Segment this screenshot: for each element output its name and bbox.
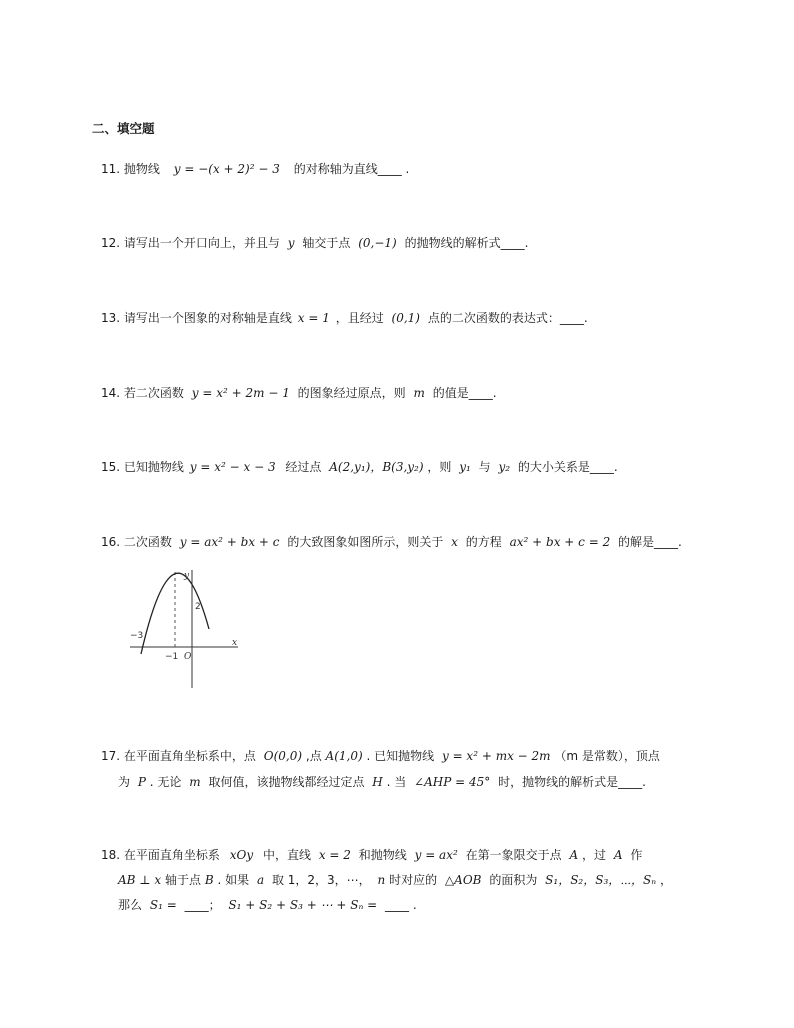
question-text: 为 <box>118 775 131 789</box>
point: O(0,0) <box>263 749 303 763</box>
question-17 <box>101 747 660 765</box>
x-axis-label: x <box>232 638 238 648</box>
formula: y = ax² + bx + c <box>179 535 280 549</box>
parabola-graph <box>128 566 246 690</box>
math-var: y <box>287 236 295 250</box>
question-text: . 如果 <box>217 873 250 887</box>
tick-label-neg1: −1 <box>165 652 179 662</box>
formula: y = x² + 2m − 1 <box>191 386 290 400</box>
math-var: P <box>137 775 146 789</box>
formula: AB ⊥ x <box>118 873 162 887</box>
formula: y = x² − x − 3 <box>189 460 276 474</box>
question-text-tail: 的值是____. <box>432 386 497 400</box>
point: (0,−1) <box>358 236 397 250</box>
math-var: a <box>256 873 265 887</box>
point: A(1,0) <box>325 749 363 763</box>
formula: x = 2 <box>318 848 351 862</box>
math-var: n <box>377 873 386 887</box>
question-text: ，过 <box>581 848 606 862</box>
area-sequence: S₁，S₂，S₃，⋯，Sₙ <box>545 873 657 887</box>
question-number: 14. <box>101 386 121 400</box>
math-var: A <box>569 848 579 862</box>
question-18-line-2 <box>118 871 672 889</box>
formula: x = 1 <box>297 311 330 325</box>
section-title: 二、填空题 <box>92 121 155 136</box>
y-axis-label: y <box>184 571 190 581</box>
question-text-tail: 的大小关系是____. <box>517 460 618 474</box>
point: (0,1) <box>391 311 420 325</box>
question-text: 中，直线 <box>262 848 311 862</box>
question-number: 15. <box>101 460 121 474</box>
question-text: 的图象经过原点，则 <box>297 386 406 400</box>
question-text: 若二次函数 <box>123 386 184 400</box>
math-var: x <box>451 535 458 549</box>
question-number: 18. <box>101 848 121 862</box>
math-var: A <box>613 848 623 862</box>
question-text: 取何值，该抛物线都经过定点 <box>208 775 365 789</box>
formula: y = ax² <box>414 848 458 862</box>
points: A(2,y₁)，B(3,y₂) <box>329 460 424 474</box>
question-text: 在第一象限交于点 <box>465 848 562 862</box>
question-text: 时对应的 <box>389 873 438 887</box>
math-var: y₂ <box>498 460 511 474</box>
question-text: 轴于点 <box>165 873 202 887</box>
math-var: B <box>204 873 214 887</box>
question-17-line-2 <box>118 773 646 791</box>
question-text-tail: 时，抛物线的解析式是____. <box>498 775 646 789</box>
math-var: m <box>413 386 425 400</box>
question-text: . 当 <box>386 775 407 789</box>
question-number: 17. <box>101 749 121 763</box>
question-text: 的面积为 <box>489 873 538 887</box>
question-15 <box>101 458 618 476</box>
angle: ∠AHP = 45° <box>414 775 491 789</box>
question-text: ，且经过 <box>335 311 384 325</box>
question-text-tail: 的对称轴为直线____ . <box>293 162 410 176</box>
question-text: 的方程 <box>465 535 502 549</box>
question-text: ，则 <box>427 460 452 474</box>
question-14 <box>101 384 497 402</box>
answer-blank: ____； <box>184 898 221 912</box>
question-text: 经过点 <box>285 460 322 474</box>
question-text: 的大致图象如图所示，则关于 <box>287 535 444 549</box>
question-text: . 无论 <box>149 775 182 789</box>
math-var: m <box>189 775 201 789</box>
question-text: 请写出一个图象的对称轴是直线 <box>123 311 292 325</box>
question-text-tail: 的抛物线的解析式____. <box>404 236 529 250</box>
question-text: 二次函数 <box>123 535 172 549</box>
question-text: 抛物线 <box>123 162 160 176</box>
formula: S₁ + S₂ + S₃ + ⋯ + Sₙ = <box>228 898 378 912</box>
question-text: 取 1，2，3，⋯， <box>271 873 371 887</box>
question-13 <box>101 309 588 327</box>
question-text-tail: 点的二次函数的表达式：____. <box>427 311 588 325</box>
origin-label: O <box>184 652 192 662</box>
question-16 <box>101 533 682 551</box>
question-18 <box>101 846 642 864</box>
question-text: 作 <box>630 848 643 862</box>
question-text: （m 是常数），顶点 <box>554 749 660 763</box>
question-text: 在平面直角坐标系 <box>123 848 220 862</box>
equation: ax² + bx + c = 2 <box>509 535 611 549</box>
answer-blank: ____ . <box>385 898 417 912</box>
formula: y = x² + mx − 2m <box>441 749 551 763</box>
triangle: △AOB <box>444 873 482 887</box>
question-12 <box>101 234 528 252</box>
math-var: xOy <box>229 848 254 862</box>
question-number: 16. <box>101 535 121 549</box>
question-text: 已知抛物线 <box>123 460 184 474</box>
question-text: . 已知抛物线 <box>366 749 435 763</box>
question-number: 11. <box>101 162 121 176</box>
question-text: 请写出一个开口向上，并且与 <box>123 236 280 250</box>
math-var: H <box>372 775 383 789</box>
question-text: 那么 <box>118 898 143 912</box>
question-text-tail: 的解是____. <box>618 535 682 549</box>
formula: y = −(x + 2)² − 3 <box>173 162 280 176</box>
question-text: 轴交于点 <box>302 236 351 250</box>
question-text: ， <box>659 873 672 887</box>
question-number: 13. <box>101 311 121 325</box>
tick-label-neg3: −3 <box>130 631 144 641</box>
question-11 <box>101 160 409 178</box>
tick-label-2: 2 <box>195 602 201 612</box>
question-text: 与 <box>478 460 491 474</box>
math-var: y₁ <box>459 460 471 474</box>
question-number: 12. <box>101 236 121 250</box>
formula: S₁ = <box>149 898 177 912</box>
question-text: 在平面直角坐标系中，点 <box>123 749 256 763</box>
question-text: ,点 <box>305 749 322 763</box>
question-text: 和抛物线 <box>358 848 407 862</box>
question-18-line-3 <box>118 896 417 914</box>
